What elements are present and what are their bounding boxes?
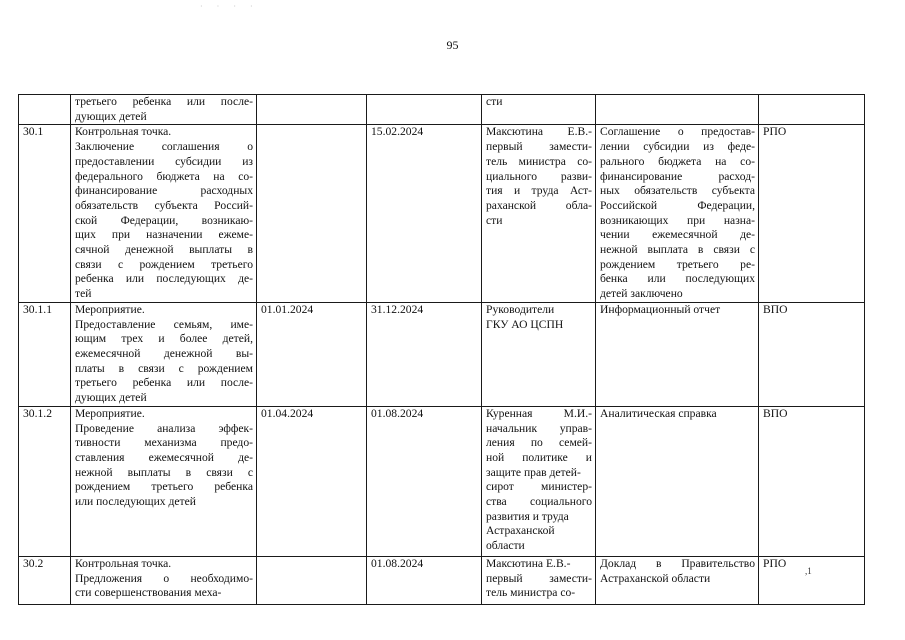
cell-line: сти bbox=[486, 213, 503, 227]
cell-line: ления по семей- bbox=[486, 436, 592, 450]
result-description bbox=[596, 125, 759, 302]
start-date bbox=[257, 125, 367, 302]
cell-value: 01.08.2024 bbox=[371, 406, 424, 420]
cell-line: чении ежемесячной де- bbox=[600, 228, 755, 242]
cell-line: обязательств субъекта Россий- bbox=[75, 198, 253, 212]
cell-line: тель министра со- bbox=[486, 154, 592, 168]
cell-value: 31.12.2024 bbox=[371, 302, 424, 316]
document-type bbox=[759, 406, 865, 556]
cell-line: Максютина Е.В.- bbox=[486, 125, 592, 139]
cell-line: первый замести- bbox=[486, 571, 592, 585]
document-type bbox=[759, 302, 865, 406]
cell-line: тей bbox=[75, 287, 92, 301]
cell-line: федерального бюджета на со- bbox=[75, 169, 253, 183]
cell-line: ской Федерации, возникаю- bbox=[75, 213, 253, 227]
cell-line: ежемесячной денежной вы- bbox=[75, 346, 253, 360]
cell-line: Астраханской bbox=[486, 524, 555, 538]
cell-line: Аналитическая справка bbox=[600, 406, 717, 420]
cell-line: Мероприятие. bbox=[75, 302, 145, 316]
cell-line: третьего ребенка или после- bbox=[75, 95, 253, 108]
result-description bbox=[596, 95, 759, 125]
cell-line: Астраханской области bbox=[600, 571, 711, 585]
responsible-person bbox=[482, 95, 596, 125]
cell-value: 30.1 bbox=[23, 125, 44, 139]
cell-line: ющим трех и более детей, bbox=[75, 332, 253, 346]
item-description bbox=[71, 406, 257, 556]
document-type bbox=[759, 95, 865, 125]
cell-line: Руководители bbox=[486, 302, 555, 316]
cell-line: Максютина Е.В.- bbox=[486, 556, 571, 570]
cell-line: Куренная М.И.- bbox=[486, 406, 592, 420]
cell-line: детей заключено bbox=[600, 287, 683, 301]
cell-line: или последующих детей bbox=[75, 495, 196, 509]
cell-line: нежной выплаты в связи с bbox=[75, 465, 253, 479]
cell-line: рождением третьего ребенка bbox=[75, 480, 253, 494]
item-description bbox=[71, 125, 257, 302]
table-row bbox=[19, 302, 865, 406]
cell-line: дующих детей bbox=[75, 391, 147, 405]
cell-line: тивности механизма предо- bbox=[75, 436, 253, 450]
responsible-person bbox=[482, 556, 596, 604]
cell-line: начальник управ- bbox=[486, 421, 592, 435]
cell-line: тия и труда Аст- bbox=[486, 184, 592, 198]
item-description bbox=[71, 556, 257, 604]
table-body bbox=[19, 95, 865, 605]
cell-line: области bbox=[486, 539, 525, 553]
cell-line: рального бюджета на со- bbox=[600, 154, 755, 168]
cell-value: 01.01.2024 bbox=[261, 302, 314, 316]
cell-value: 30.1.2 bbox=[23, 406, 52, 420]
cell-line: Заключение соглашения о bbox=[75, 140, 253, 154]
cell-line: бенка или последующих bbox=[600, 272, 755, 286]
item-number bbox=[19, 556, 71, 604]
cell-line: третьего ребенка или после- bbox=[75, 376, 253, 390]
plan-table bbox=[18, 94, 865, 605]
cell-line: развития и труда bbox=[486, 509, 569, 523]
cell-line: нежной выплата в связи с bbox=[600, 243, 755, 257]
item-description bbox=[71, 302, 257, 406]
cell-line: дующих детей bbox=[75, 109, 147, 123]
cell-line: ГКУ АО ЦСПН bbox=[486, 317, 564, 331]
cell-line: Мероприятие. bbox=[75, 406, 145, 420]
cell-line: Доклад в Правительство bbox=[600, 556, 755, 570]
table-row bbox=[19, 125, 865, 302]
cell-line: циального разви- bbox=[486, 169, 592, 183]
result-description bbox=[596, 406, 759, 556]
cell-line: ставления ежемесячной де- bbox=[75, 450, 253, 464]
result-description bbox=[596, 556, 759, 604]
cell-line: предоставлении субсидии из bbox=[75, 154, 253, 168]
cell-line: финансирование расход- bbox=[600, 169, 755, 183]
item-description bbox=[71, 95, 257, 125]
responsible-person bbox=[482, 125, 596, 302]
table-row bbox=[19, 406, 865, 556]
cell-line: Проведение анализа эффек- bbox=[75, 421, 253, 435]
cell-line: лении субсидии из феде- bbox=[600, 140, 755, 154]
start-date bbox=[257, 302, 367, 406]
cell-line: ребенка или последующих де- bbox=[75, 272, 253, 286]
start-date bbox=[257, 95, 367, 125]
cell-line: платы в связи с рождением bbox=[75, 361, 253, 375]
cell-line: возникающих при назна- bbox=[600, 213, 755, 227]
cell-line: сти bbox=[486, 95, 503, 108]
page-number: 95 bbox=[446, 38, 459, 52]
end-date bbox=[367, 556, 482, 604]
cell-line: первый замести- bbox=[486, 140, 592, 154]
cell-line: Информационный отчет bbox=[600, 302, 721, 316]
end-date bbox=[367, 95, 482, 125]
cell-line: раханской обла- bbox=[486, 198, 592, 212]
responsible-person bbox=[482, 302, 596, 406]
item-number bbox=[19, 406, 71, 556]
cell-line: Соглашение о предостав- bbox=[600, 125, 755, 139]
cell-line: рождением третьего ре- bbox=[600, 257, 755, 271]
start-date bbox=[257, 556, 367, 604]
result-description bbox=[596, 302, 759, 406]
cell-line: защите прав детей- bbox=[486, 465, 581, 479]
cell-line: ных обязательств субъекта bbox=[600, 184, 755, 198]
cell-line: Предложения о необходимо- bbox=[75, 571, 253, 585]
table-row bbox=[19, 95, 865, 125]
item-number bbox=[19, 95, 71, 125]
cell-line: связи с рождением третьего bbox=[75, 257, 253, 271]
table-row bbox=[19, 556, 865, 604]
scan-noise: · · · · bbox=[200, 2, 259, 11]
scan-mark: ,1 bbox=[805, 566, 812, 576]
cell-line: сти совершенствования меха- bbox=[75, 586, 222, 600]
cell-line: тель министра со- bbox=[486, 586, 576, 600]
cell-value: РПО bbox=[763, 556, 787, 570]
cell-line: Контрольная точка. bbox=[75, 125, 172, 139]
document-type bbox=[759, 125, 865, 302]
responsible-person bbox=[482, 406, 596, 556]
end-date bbox=[367, 406, 482, 556]
item-number bbox=[19, 125, 71, 302]
cell-line: Российской Федерации, bbox=[600, 198, 755, 212]
cell-line: финансирование расходных bbox=[75, 184, 253, 198]
cell-line: сирот министер- bbox=[486, 480, 592, 494]
cell-line: ства социального bbox=[486, 495, 592, 509]
cell-line: сячной денежной выплаты в bbox=[75, 243, 253, 257]
cell-line: Предоставление семьям, име- bbox=[75, 317, 253, 331]
cell-value: 01.04.2024 bbox=[261, 406, 314, 420]
cell-value: 30.2 bbox=[23, 556, 44, 570]
end-date bbox=[367, 125, 482, 302]
cell-line: щих при назначении ежеме- bbox=[75, 228, 253, 242]
cell-line: ной политике и bbox=[486, 450, 592, 464]
cell-value: 15.02.2024 bbox=[371, 125, 424, 139]
cell-value: 01.08.2024 bbox=[371, 556, 424, 570]
cell-value: 30.1.1 bbox=[23, 302, 52, 316]
cell-line: Контрольная точка. bbox=[75, 556, 172, 570]
item-number bbox=[19, 302, 71, 406]
cell-value: ВПО bbox=[763, 302, 788, 316]
end-date bbox=[367, 302, 482, 406]
cell-value: ВПО bbox=[763, 406, 788, 420]
document-type bbox=[759, 556, 865, 604]
cell-value: РПО bbox=[763, 125, 787, 139]
start-date bbox=[257, 406, 367, 556]
